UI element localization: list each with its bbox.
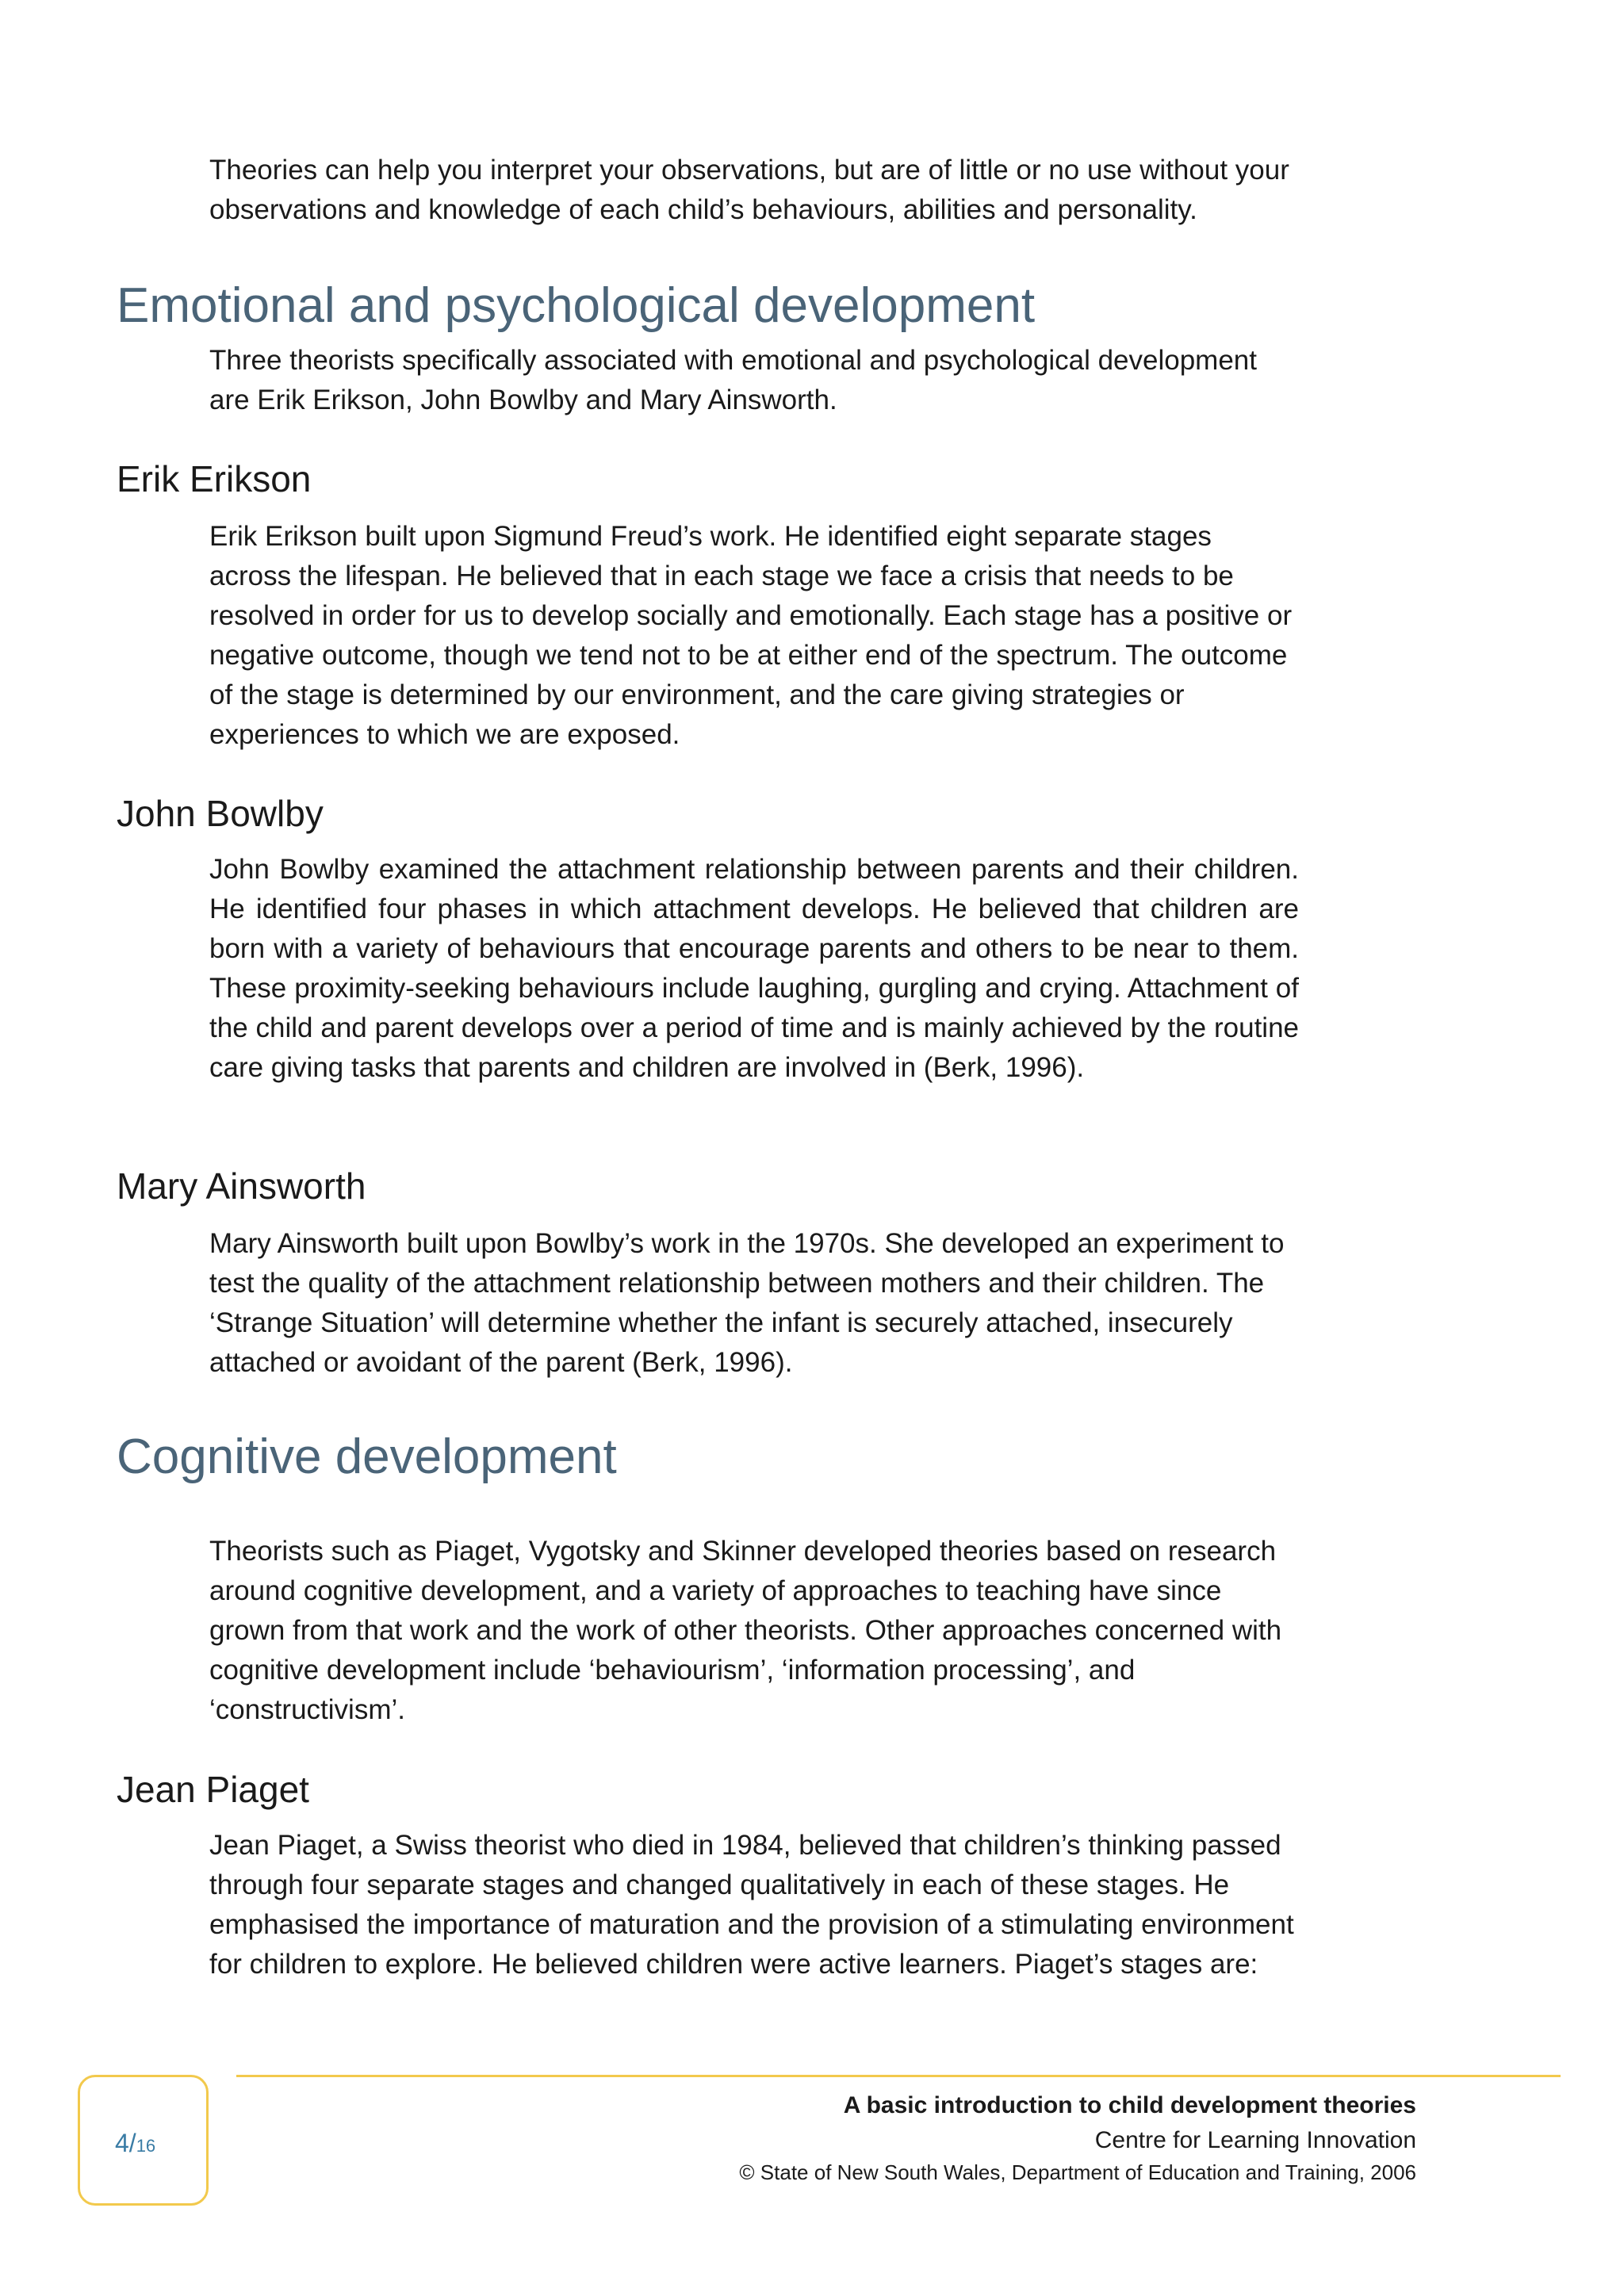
section-heading-cognitive: Cognitive development bbox=[117, 1429, 617, 1484]
footer-copyright: © State of New South Wales, Department of Education and Training, 2006 bbox=[739, 2160, 1416, 2184]
page-total: 16 bbox=[136, 2136, 156, 2156]
emotional-intro-paragraph: Three theorists specifically associated with emotional and psychological development are Erik Erikson, John Bowlby and Mary Ainsworth. bbox=[209, 345, 1257, 415]
footer-organisation: Centre for Learning Innovation bbox=[1094, 2127, 1416, 2153]
ainsworth-paragraph: Mary Ainsworth built upon Bowlby’s work in the 1970s. She developed an experiment to test the quality of the attachment relationship between mothers and their children. The ‘Strange Situation’ will determine whether the infant is securely attached, insecurely attached or avoidant of the parent (Berk, 1996). bbox=[209, 1228, 1285, 1378]
cognitive-intro-paragraph: Theorists such as Piaget, Vygotsky and Skinner developed theories based on research around cognitive development, and a variety of approaches to teaching have since grown from that work and the work of other theorists. Other approaches concerned with cognitive development include ‘behaviourism’, ‘information processing’, and ‘constructivism’. bbox=[209, 1536, 1282, 1725]
page-number bbox=[115, 2127, 155, 2162]
section-heading-emotional: Emotional and psychological development bbox=[117, 278, 1036, 333]
piaget-paragraph: Jean Piaget, a Swiss theorist who died in 1984, believed that children’s thinking passed through four separate stages and changed qualitatively in each of these stages. He emphasised the importance of maturation and the provision of a stimulating environment for children to explore. He believed children were active learners. Piaget’s stages are: bbox=[209, 1830, 1294, 1980]
bowlby-paragraph: John Bowlby examined the attachment relationship between parents and their children. He identified four phases in which attachment develops. He believed that children are born with a variety of behaviours that encourage parents and others to be near to them. These proximity-seeking behaviours include laughing, gurgling and crying. Attachment of the child and parent develops over a period of time and is mainly achieved by the routine care giving tasks that parents and children are involved in (Berk, 1996). bbox=[209, 854, 1299, 1083]
footer-divider bbox=[236, 2075, 1561, 2077]
subheading-ainsworth: Mary Ainsworth bbox=[117, 1165, 366, 1207]
footer-doc-title: A basic introduction to child development theories bbox=[843, 2092, 1416, 2118]
intro-paragraph: Theories can help you interpret your observations, but are of little or no use without your observations and knowledge of each child’s behaviours, abilities and personality. bbox=[209, 155, 1289, 225]
subheading-piaget: Jean Piaget bbox=[117, 1769, 309, 1810]
page-current: 4/ bbox=[115, 2129, 136, 2157]
erikson-paragraph: Erik Erikson built upon Sigmund Freud’s work. He identified eight separate stages across the lifespan. He believed that in each stage we face a crisis that needs to be resolved in order for us to develop socially and emotionally. Each stage has a positive or negative outcome, though we tend not to be at either end of the spectrum. The outcome of the stage is determined by our environment, and the care giving strategies or experiences to which we are exposed. bbox=[209, 521, 1293, 750]
subheading-bowlby: John Bowlby bbox=[117, 793, 324, 834]
subheading-erikson: Erik Erikson bbox=[117, 458, 312, 499]
